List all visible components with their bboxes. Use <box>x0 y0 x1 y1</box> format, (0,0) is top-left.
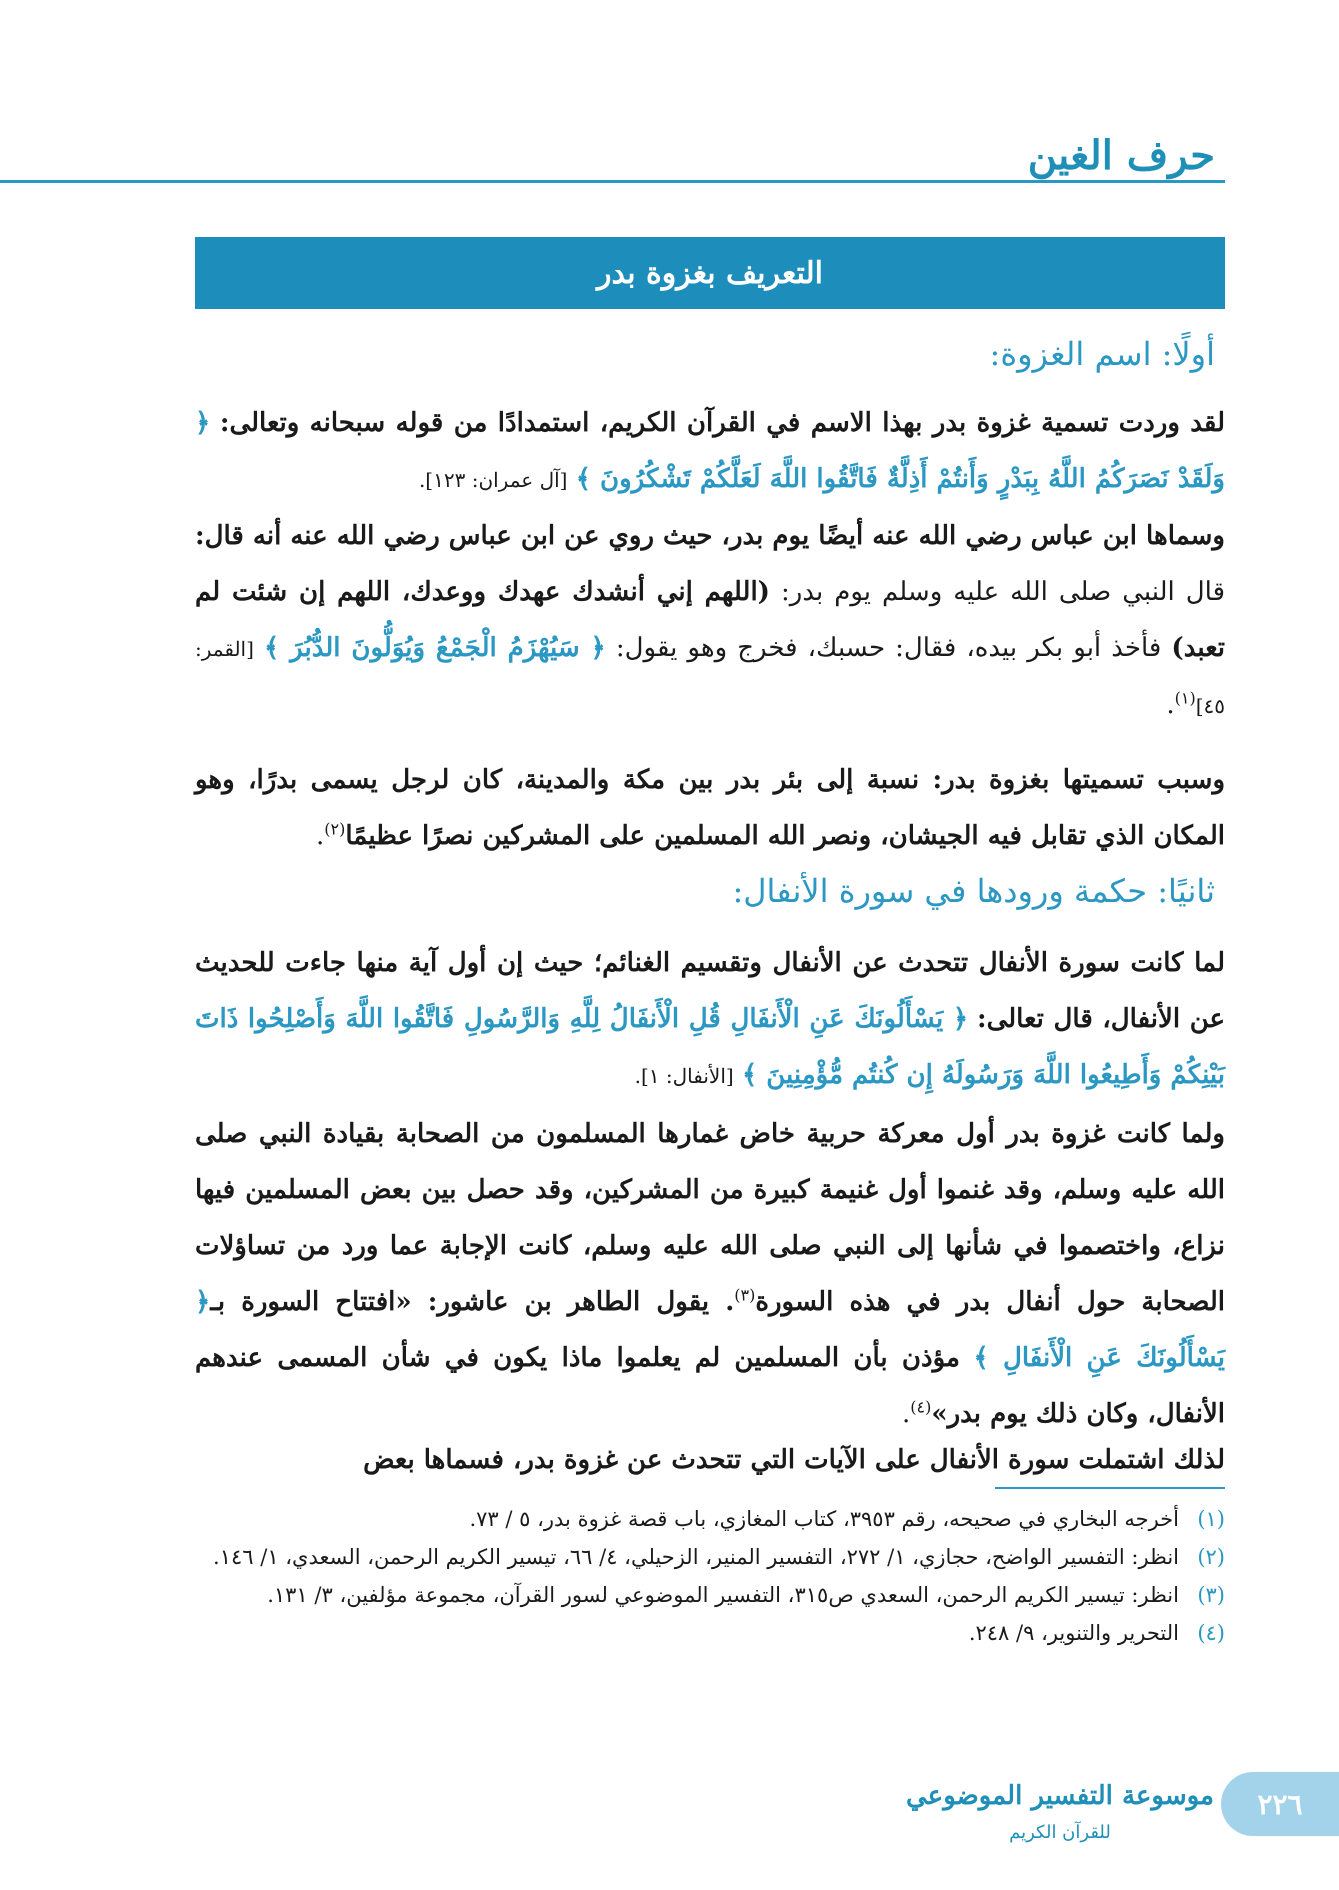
quran-verse: ﴿ يَسْأَلُونَكَ عَنِ الْأَنفَالِ ﴾ <box>195 1287 1226 1373</box>
verse-reference: [الأنفال: ١]. <box>634 1064 734 1088</box>
footnote-item <box>195 1614 1225 1652</box>
paragraph-4 <box>195 935 1225 1104</box>
footnote-rule <box>995 1487 1225 1489</box>
paragraph-text: لقد وردت تسمية غزوة بدر بهذا الاسم في القرآن الكريم، استمدادًا من قوله سبحانه وتعالى: <box>219 408 1226 438</box>
paragraph-text: . يقول الطاهر بن عاشور: «افتتاح السورة بـ <box>210 1287 735 1317</box>
running-head: حرف الغين <box>1027 132 1215 179</box>
paragraph-text: وسبب تسميتها بغزوة بدر: نسبة إلى بئر بدر بين مكة والمدينة، كان لرجل يسمى بدرًا، وهو المكان الذي تقابل فيه الجيشان، ونصر الله المسلمين على المشركين نصرًا عظيمًا <box>195 765 1225 851</box>
footnote-item <box>195 1500 1225 1538</box>
encyclopedia-logo <box>906 1756 1214 1856</box>
quran-verse: ﴿ سَيُهْزَمُ الْجَمْعُ وَيُوَلُّونَ الدُّبُرَ ﴾ <box>264 633 606 663</box>
footnote-text: انظر: تيسير الكريم الرحمن، السعدي ص٣١٥، التفسير الموضوعي لسور القرآن، مجموعة مؤلفين، ٣/ ١٣١. <box>267 1583 1179 1607</box>
paragraph-text: لذلك اشتملت سورة الأنفال على الآيات التي تتحدث عن غزوة بدر، فسماها بعض <box>363 1445 1225 1475</box>
footnote-text: التحرير والتنوير، ٩/ ٢٤٨. <box>968 1621 1179 1645</box>
footnote-marker[interactable]: (١) <box>1174 688 1196 708</box>
footnote-item <box>195 1538 1225 1576</box>
paragraph-1 <box>195 395 1225 508</box>
paragraph-6 <box>195 1432 1225 1488</box>
paragraph-2: وسماها ابن عباس رضي الله عنه أيضًا يوم بدر، حيث روي عن ابن عباس رضي الله عنه أنه قال: قال النبي صلى الله عليه وسلم يوم بدر: (اللهم إني أنشدك عهدك ووعدك، اللهم إن شئت لم تعبد) فأخذ أبو بكر بيده، فقال: حسبك، فخرج وهو يقول: ﴿ سَيُهْزَمُ الْجَمْعُ وَيُوَلُّونَ الدُّبُرَ ﴾ [القمر: ٤٥]$^{(١)}$. <box>195 521 1225 720</box>
paragraph-text: ولما كانت غزوة بدر أول معركة حربية خاض غمارها المسلمون من الصحابة بقيادة النبي صلى الله عليه وسلم، وقد غنموا أول غنيمة كبيرة من المشركين، وقد حصل بين بعض المسلمين فيها نزاع، واختصموا في شأنها إلى النبي صلى الله عليه وسلم، كانت الإجابة عما ورد من تساؤلات الصحابة حول أنفال بدر في هذه السورة <box>195 1119 1226 1317</box>
logo-title: موسوعة التفسير الموضوعي <box>906 1781 1214 1811</box>
title-banner <box>195 237 1225 309</box>
page-title: التعريف بغزوة بدر <box>597 255 824 291</box>
footnotes <box>195 1500 1225 1652</box>
paragraph-text: قال النبي صلى الله عليه وسلم يوم بدر: <box>781 577 1225 607</box>
footnote-marker[interactable]: (٢) <box>324 819 346 839</box>
footnote-number: (٢) <box>1197 1545 1225 1569</box>
footnote-text: أخرجه البخاري في صحيحه، رقم ٣٩٥٣، كتاب المغازي، باب قصة غزوة بدر، ٥ / ٧٣. <box>469 1507 1179 1531</box>
footnote-number: (١) <box>1197 1507 1225 1531</box>
paragraph-lead: وسماها ابن عباس رضي الله عنه أيضًا يوم بدر، حيث روي عن ابن عباس رضي الله عنه أنه قال: <box>195 521 1225 551</box>
paragraph-text: مؤذن بأن المسلمين لم يعلموا ماذا يكون في شأن المسمى عندهم الأنفال، وكان ذلك يوم بدر» <box>195 1343 1225 1429</box>
section-heading-2: ثانيًا: حكمة ورودها في سورة الأنفال: <box>732 872 1215 910</box>
quran-verse: ﴿ وَلَقَدْ نَصَرَكُمُ اللَّهُ بِبَدْرٍ وَأَنتُمْ أَذِلَّةٌ فَاتَّقُوا اللَّهَ لَعَلَّكُمْ تَشْكُرُونَ ﴾ <box>195 408 1225 494</box>
paragraph-3: وسبب تسميتها بغزوة بدر: نسبة إلى بئر بدر بين مكة والمدينة، كان لرجل يسمى بدرًا، وهو المكان الذي تقابل فيه الجيشان، ونصر الله المسلمين على المشركين نصرًا عظيمًا$^{(٢)}$. <box>195 765 1225 851</box>
page-number: ٢٢٦ <box>1257 1787 1303 1821</box>
footnote-text: انظر: التفسير الواضح، حجازي، ١/ ٢٧٢، التفسير المنير، الزحيلي، ٤/ ٦٦، تيسير الكريم الرحمن، السعدي، ١/ ١٤٦. <box>213 1545 1179 1569</box>
footnote-marker[interactable]: (٤) <box>910 1397 932 1417</box>
page-number-tab <box>1221 1772 1339 1836</box>
footnote-item <box>195 1576 1225 1614</box>
header-rule <box>0 180 1225 183</box>
logo-subtitle: للقرآن الكريم <box>1009 1822 1111 1843</box>
hadith-quote: (اللهم إني أنشدك عهدك ووعدك، اللهم إن شئت لم تعبد) <box>195 577 1225 663</box>
footnote-marker[interactable]: (٣) <box>734 1285 756 1305</box>
paragraph-text: لما كانت سورة الأنفال تتحدث عن الأنفال وتقسيم الغنائم؛ حيث إن أول آية منها جاءت للحديث عن الأنفال، قال تعالى: <box>195 948 1226 1034</box>
section-heading-1: أولًا: اسم الغزوة: <box>989 335 1215 373</box>
paragraph-text: فأخذ أبو بكر بيده، فقال: حسبك، فخرج وهو يقول: <box>615 633 1162 663</box>
verse-reference: [آل عمران: ١٢٣]. <box>418 468 568 492</box>
footnote-number: (٣) <box>1197 1583 1225 1607</box>
verse-reference: [القمر: ٤٥] <box>195 637 1225 718</box>
footnote-number: (٤) <box>1197 1621 1225 1645</box>
paragraph-5: ولما كانت غزوة بدر أول معركة حربية خاض غمارها المسلمون من الصحابة بقيادة النبي صلى الله عليه وسلم، وقد غنموا أول غنيمة كبيرة من المشركين، وقد حصل بين بعض المسلمين فيها نزاع، واختصموا في شأنها إلى النبي صلى الله عليه وسلم، كانت الإجابة عما ورد من تساؤلات الصحابة حول أنفال بدر في هذه السورة$^{(٣)}$. يقول الطاهر بن عاشور: «افتتاح السورة بـ﴿ يَسْأَلُونَكَ عَنِ الْأَنفَالِ ﴾ مؤذن بأن المسلمين لم يعلموا ماذا يكون في شأن المسمى عندهم الأنفال، وكان ذلك يوم بدر»$^{(٤)}$. <box>195 1119 1226 1429</box>
quran-verse: ﴿ يَسْأَلُونَكَ عَنِ الْأَنفَالِ قُلِ الْأَنفَالُ لِلَّهِ وَالرَّسُولِ فَاتَّقُوا اللَّهَ وَأَصْلِحُوا ذَاتَ بَيْنِكُمْ وَأَطِيعُوا اللَّهَ وَرَسُولَهُ إِن كُنتُم مُّؤْمِنِينَ ﴾ <box>195 1004 1225 1090</box>
